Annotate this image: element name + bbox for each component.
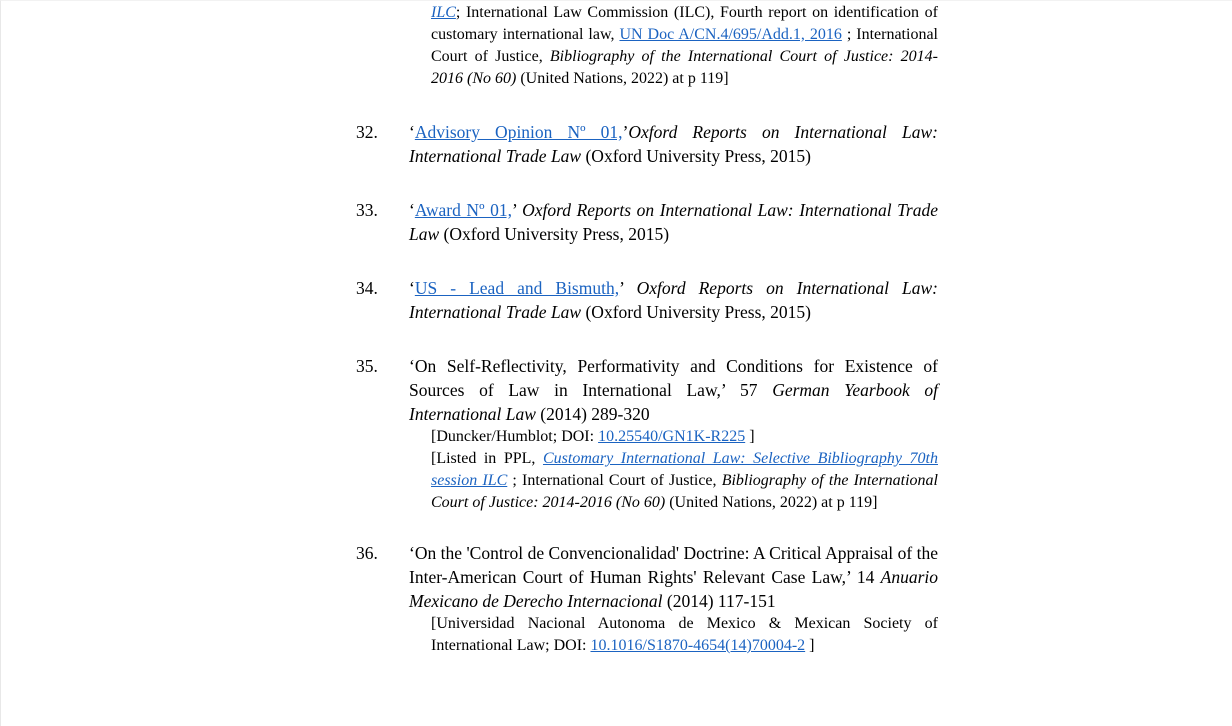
text-run: German Yearbook of International Law bbox=[409, 380, 938, 424]
bibliography-entry-34 bbox=[356, 276, 938, 324]
text-run: (2014) 117-151 bbox=[662, 591, 776, 611]
text-run: ; International Court of Justice, bbox=[507, 472, 722, 489]
text-run: ] bbox=[745, 428, 755, 445]
text-run: ‘ bbox=[409, 200, 415, 220]
hyperlink[interactable]: UN Doc A/CN.4/695/Add.1, 2016 bbox=[619, 26, 842, 43]
text-run: ‘On Self-Reflectivity, Performativity and Conditions for Existence of Sources of Law in International Law,’ 57 bbox=[409, 356, 938, 400]
bibliography-entry-36 bbox=[356, 541, 938, 657]
text-run: ‘ bbox=[409, 122, 415, 142]
text-run: Oxford Reports on International Law: International Trade Law bbox=[409, 278, 938, 322]
text-run: Anuario Mexicano de Derecho Internacional bbox=[409, 567, 938, 611]
text-run: Bibliography of the International Court of Justice: 2014-2016 (No 60) bbox=[431, 48, 938, 87]
text-run: ; International Court of Justice, bbox=[431, 26, 938, 65]
text-run: ; International Law Commission (ILC), Fourth report on identification of customary international law, bbox=[431, 4, 938, 43]
entry-citation bbox=[409, 541, 938, 613]
hyperlink[interactable]: ILC bbox=[431, 4, 456, 21]
entry-number: 36. bbox=[356, 543, 378, 563]
text-run: [Duncker/Humblot; DOI: bbox=[431, 428, 599, 445]
text-run: (United Nations, 2022) at p 119] bbox=[665, 494, 878, 511]
entry-citation bbox=[409, 276, 938, 324]
entry-body bbox=[409, 276, 938, 324]
text-run: (Oxford University Press, 2015) bbox=[581, 302, 812, 322]
text-run: Oxford Reports on International Law: International Trade Law bbox=[409, 122, 938, 166]
entry-number: 35. bbox=[356, 356, 378, 376]
text-run: [Universidad Nacional Autonoma de Mexico & Mexican Society of International Law; DOI: bbox=[431, 615, 938, 654]
entry-citation bbox=[409, 120, 938, 168]
text-run: (United Nations, 2022) at p 119] bbox=[516, 70, 729, 87]
entry-body bbox=[409, 541, 938, 657]
text-run: ’ bbox=[619, 278, 637, 298]
entry-body bbox=[409, 120, 938, 168]
entry-number: 32. bbox=[356, 122, 378, 142]
hyperlink[interactable]: US - Lead and Bismuth, bbox=[414, 278, 620, 298]
entry-citation bbox=[409, 198, 938, 246]
text-run: Bibliography of the International Court of Justice: 2014-2016 (No 60) bbox=[431, 472, 938, 511]
text-run: ’ bbox=[511, 200, 523, 220]
text-run: ‘ bbox=[409, 278, 415, 298]
entry-note bbox=[431, 613, 938, 657]
entry-note bbox=[431, 448, 938, 514]
text-run: ‘On the 'Control de Convencionalidad' Doctrine: A Critical Appraisal of the Inter-American Court of Human Rights' Relevant Case Law,’ 14 bbox=[409, 543, 938, 587]
hyperlink[interactable]: Customary International Law: Selective Bibliography 70th session ILC bbox=[431, 450, 938, 489]
hyperlink[interactable]: 10.25540/GN1K-R225 bbox=[598, 428, 746, 445]
entry-number: 34. bbox=[356, 278, 378, 298]
text-run: ] bbox=[805, 637, 815, 654]
bibliography-entry-32 bbox=[356, 120, 938, 168]
text-run: (Oxford University Press, 2015) bbox=[439, 224, 670, 244]
hyperlink[interactable]: 10.1016/S1870-4654(14)70004-2 bbox=[590, 637, 806, 654]
entry-note bbox=[431, 426, 938, 448]
hyperlink[interactable]: Award Nº 01, bbox=[414, 200, 512, 220]
bibliography-entry-35 bbox=[356, 354, 938, 514]
text-run: (2014) 289-320 bbox=[535, 404, 650, 424]
text-run: Oxford Reports on International Law: International Trade Law bbox=[409, 200, 938, 244]
text-run: ’ bbox=[622, 122, 629, 142]
text-run: [Listed in PPL, bbox=[431, 450, 543, 467]
pdf-page bbox=[1, 2, 1232, 657]
entry-number: 33. bbox=[356, 200, 378, 220]
entry-body bbox=[409, 354, 938, 514]
entry-body bbox=[409, 198, 938, 246]
hyperlink[interactable]: Advisory Opinion Nº 01, bbox=[414, 122, 623, 142]
bibliography-continuation-note bbox=[431, 2, 938, 90]
entry-citation bbox=[409, 354, 938, 426]
text-run: (Oxford University Press, 2015) bbox=[581, 146, 812, 166]
bibliography-entry-33 bbox=[356, 198, 938, 246]
